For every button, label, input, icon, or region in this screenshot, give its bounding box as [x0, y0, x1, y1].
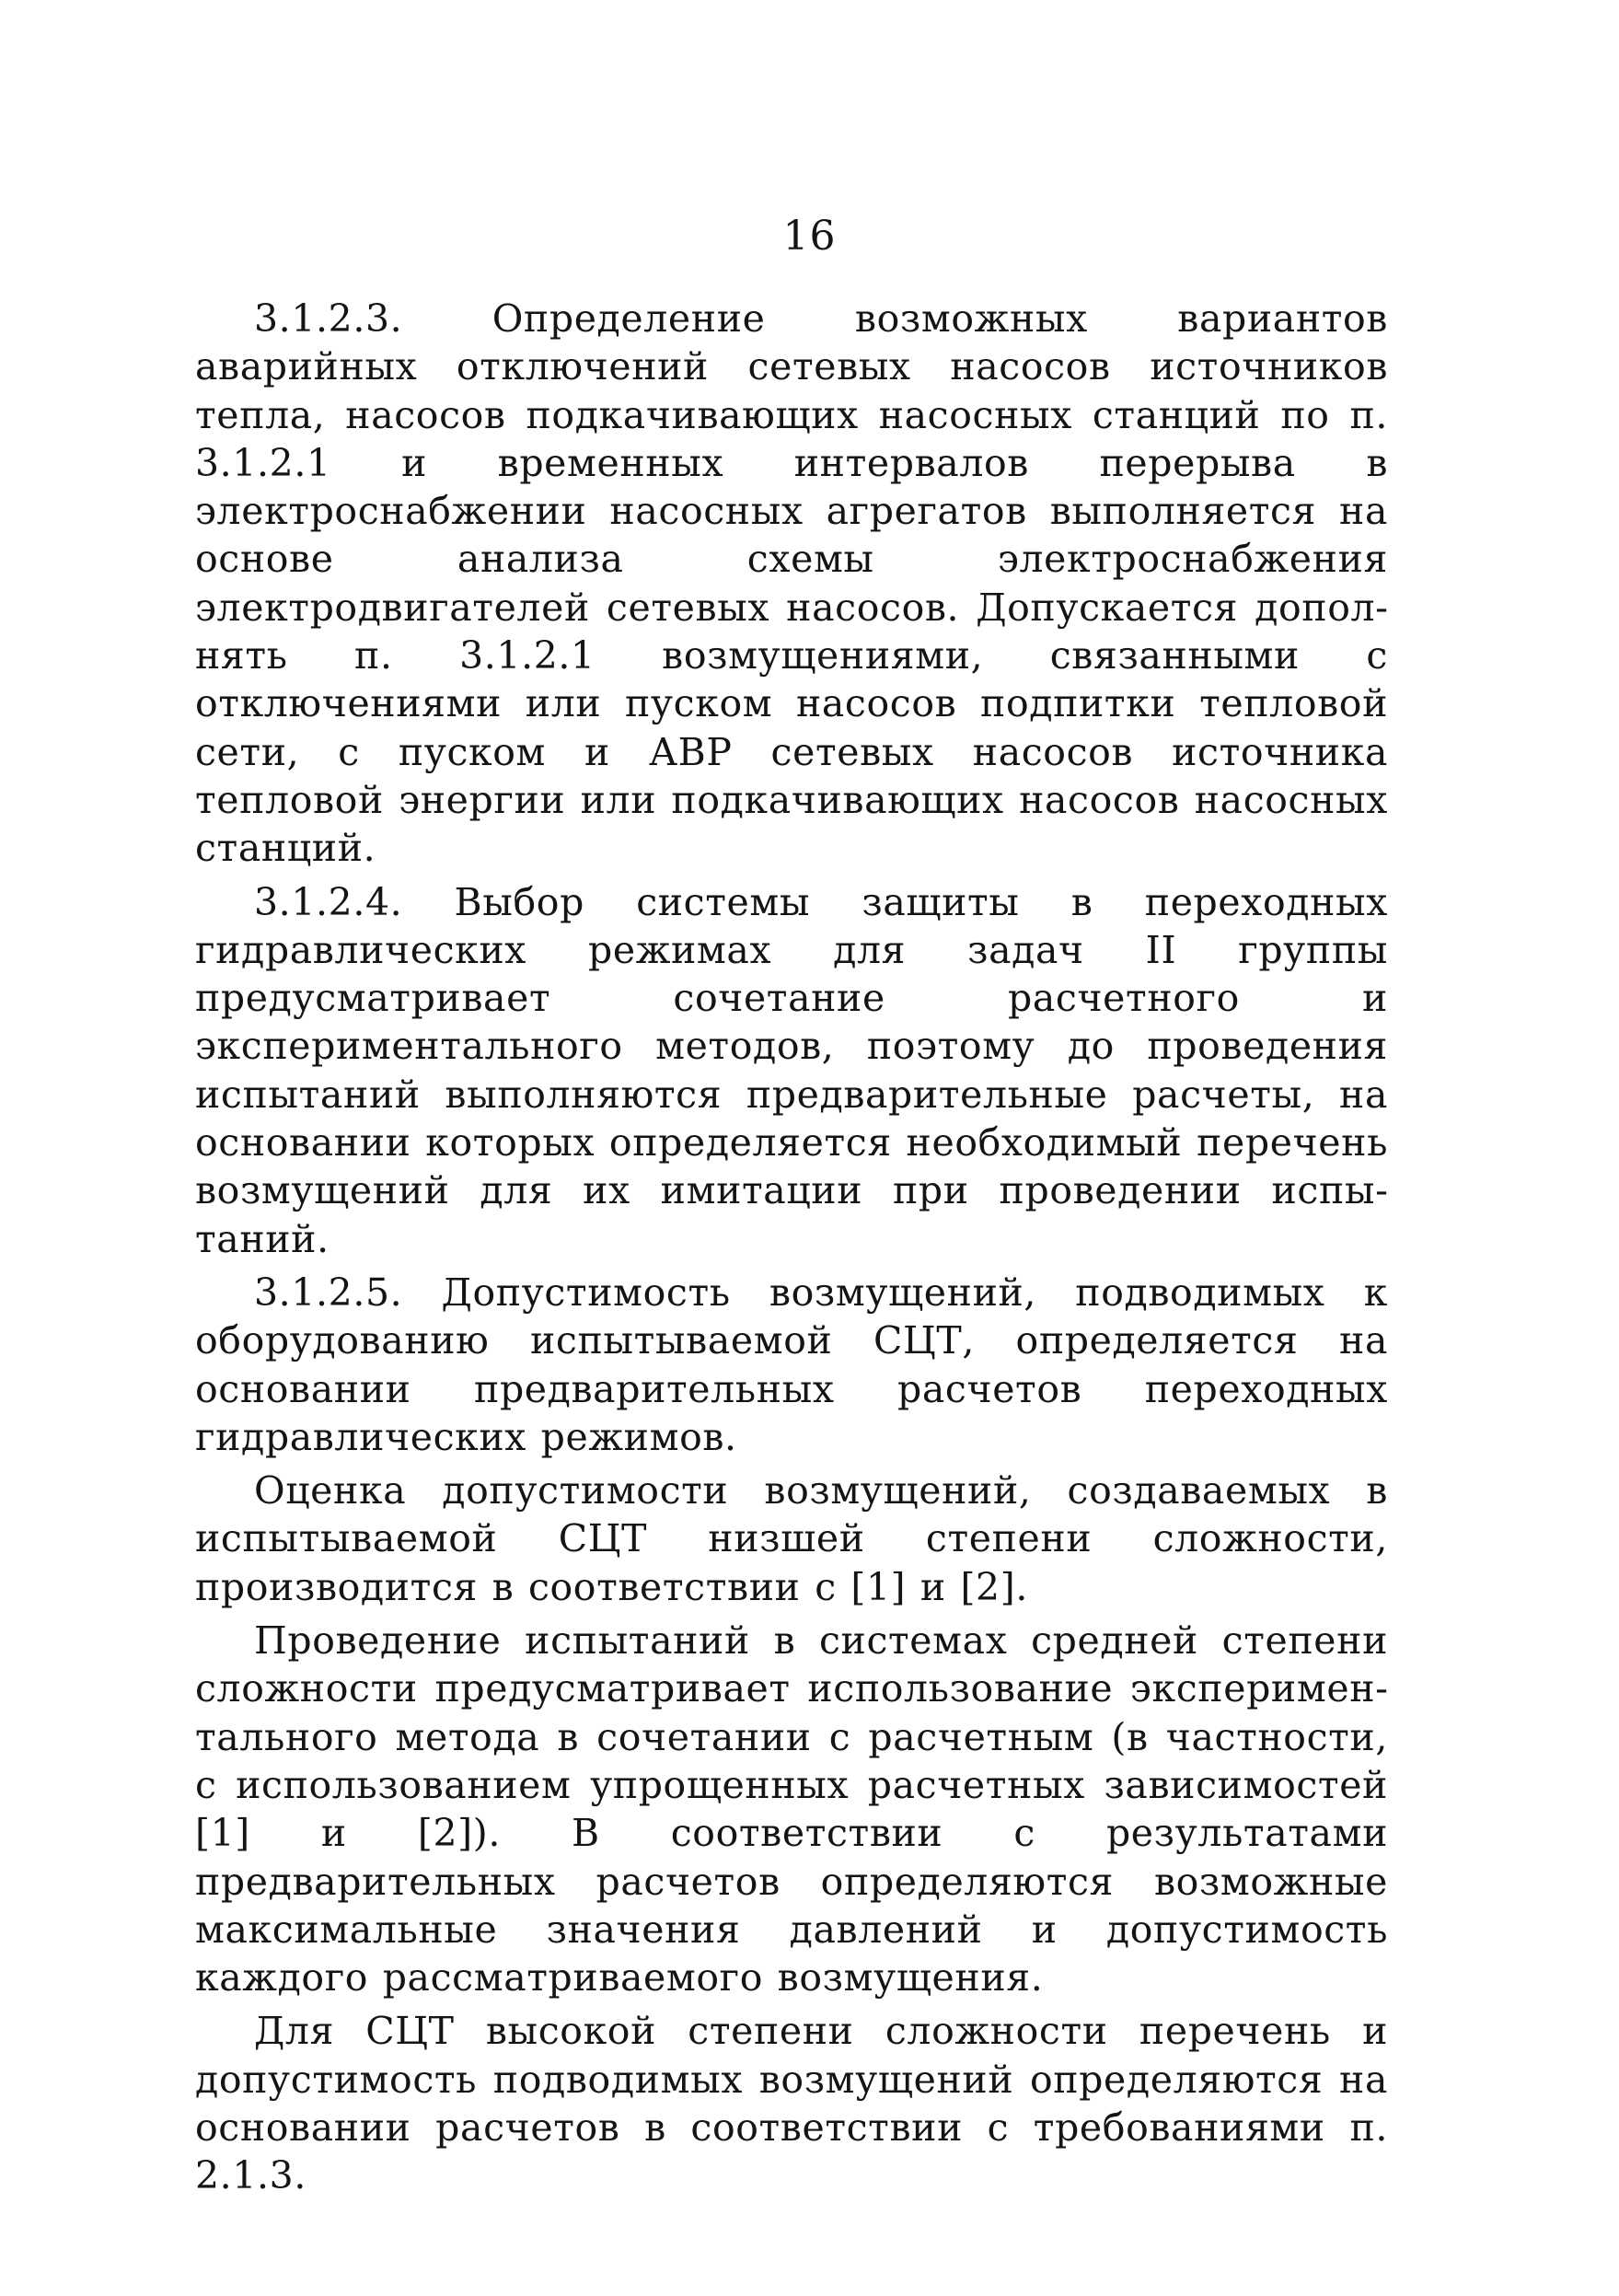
- paragraph-high-complexity: Для СЦТ высокой степени сложности перечень и допустимость подводимых возмущений определяются на основании расчетов в соответствии с требованиями п. 2.1.3.: [195, 2009, 1388, 2198]
- paragraph-3-1-2-3: 3.1.2.3. Определение возможных вариантов аварийных отключений сетевых насосов источников тепла, насосов подкачивающих насосных станций по п. 3.1.2.1 и временных интервалов перерыва в электроснабжении насосных агрегатов выполняется на основе анализа схемы электроснабжения электродвигателей сетевых насосов. Допускается дополнять п. 3.1.2.1 возмущениями, связанными с отключениями или пуском насосов подпитки тепловой сети, с пуском и АВР сетевых насосов источника тепловой энергии или подкачивающих насосов насосных станций.: [195, 296, 1388, 871]
- paragraph-3-1-2-5: 3.1.2.5. Допустимость возмущений, подводимых к оборудованию испытываемой СЦТ, определяется на основании предварительных расчетов переходных гидравлических режимов.: [195, 1270, 1388, 1459]
- paragraph-low-complexity: Оценка допустимости возмущений, создаваемых в испытываемой СЦТ низшей степени сложности, производится в соответствии с [1] и [2].: [195, 1468, 1388, 1609]
- paragraph-3-1-2-4: 3.1.2.4. Выбор системы защиты в переходных гидравлических режимах для задач II группы предусматривает сочетание расчетного и экспериментального методов, поэтому до проведения испытаний выполняются предварительные расчеты, на основании которых определяется необходимый перечень возмущений для их имитации при проведении испытаний.: [195, 879, 1388, 1261]
- document-body: [195, 295, 1388, 2206]
- page-number: 16: [782, 213, 837, 260]
- paragraph-medium-complexity: Проведение испытаний в системах средней степени сложности предусматривает использование экспериментального метода в сочетании с расчетным (в частности, с использованием упрощенных расчетных зависимостей [1] и [2]). В соответствии с результатами предварительных расчетов определяются возможные максимальные значения давлений и допустимость каждого рассматриваемого возмущения.: [195, 1618, 1388, 2000]
